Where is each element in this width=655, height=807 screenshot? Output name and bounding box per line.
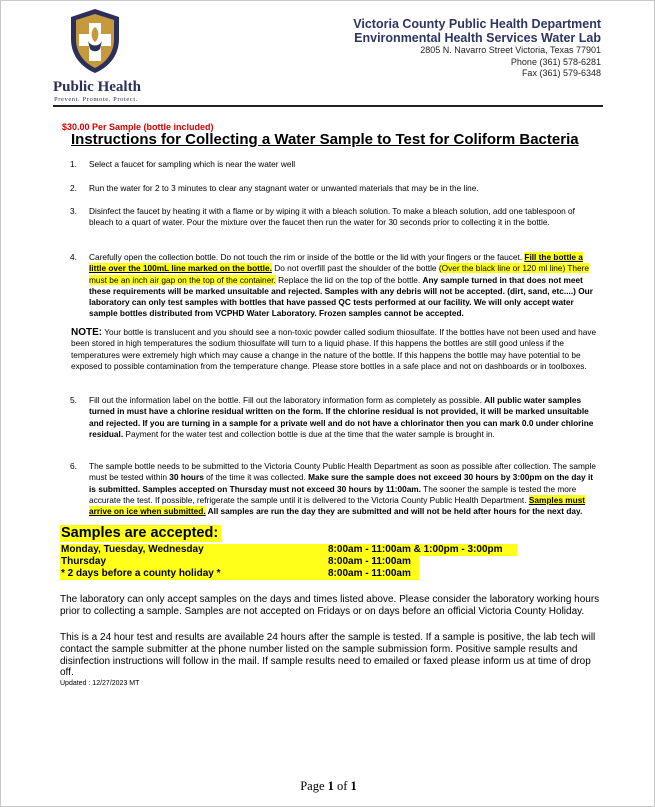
schedule-hours: 8:00am - 11:00am [328,568,411,579]
updated-date: Updated : 12/27/2023 MT [60,680,140,687]
step-number: 1. [70,159,77,169]
step-text: The sample bottle needs to be submitted to the Victoria County Public Health Department as soon as possible after collection. The sample must be tested within [89,461,597,483]
schedule-hours: 8:00am - 11:00am & 1:00pm - 3:00pm [328,544,503,555]
step-5 [70,395,597,440]
schedule-hours: 8:00am - 11:00am [328,556,411,567]
logo-tagline: Prevent. Promote. Protect. [54,96,139,103]
step-text: Do not overfill past the shoulder of the bottle [271,263,439,274]
step-text: Select a faucet for sampling which is near the water well [89,159,296,169]
price-line: $30.00 Per Sample (bottle included) [62,122,214,132]
step-3 [70,206,597,229]
header-divider [53,105,603,107]
highlight-fill-line: Fill the bottle a little over the 100mL line marked on the bottle. [89,252,583,274]
highlight-ice: Samples must arrive on ice when submitted. [89,494,586,517]
step-text: of the time it was collected. [203,472,309,483]
note-text: Your bottle is translucent and you should see a non-toxic powder called sodium thiosulfate. If the bottles have not been used and have been stored in high temperatures the sodium thiosulfate will turn to a liquid phase. If this happens the bottles are still good unless if the temperatures were extremely high which may cause a change in the nature of the bottle. If this happens the bottle may have potential to be exposed to possible contamination from the temperature change. Please store bottles in a safe place and not on dashboards or in toolboxes. [71,327,597,371]
schedule-days: Monday, Tuesday, Wednesday [61,544,204,555]
step-number: 6. [70,461,77,471]
schedule-row [60,544,517,556]
schedule-row [60,568,419,580]
step-4 [70,252,597,320]
public-health-logo [53,7,163,103]
logo-title: Public Health [53,79,141,95]
org-fax: Fax (361) 579-6348 [521,68,601,78]
org-name: Victoria County Public Health Department [353,17,601,31]
org-phone: Phone (361) 578-6281 [510,56,601,67]
org-division: Environmental Health Services Water Lab [354,31,601,45]
step-warning: All public water samples turned in must have a chlorine residual written on the form. If the chlorine residual is not provided, it will be marked unsuitable and rejected. If you are turning in a sample for a private well and do not have a chlorinator then you can mark 0.0 under chlorine residual. [89,395,594,439]
step-text: Run the water for 2 to 3 minutes to clear any stagnant water or unwanted materials that may be in the line. [89,183,479,193]
schedule-row [60,556,419,568]
highlight-air-gap: (Over the black line or 120 ml line) There must be an inch air gap on the top of the container. [89,263,590,285]
step-text: Carefully open the collection bottle. Do not touch the rim or inside of the bottle or the lid with your fingers or the faucet. [89,252,525,262]
shield-cross-icon [67,7,123,75]
note-label: NOTE: [71,327,103,338]
org-address: 2805 N. Navarro Street Victoria, Texas 77901 [420,45,601,55]
step-text: Disinfect the faucet by heating it with a flame or by wiping it with a bleach solution. To make a bleach solution, add one tablespoon of bleach to a quart of water. Pour the mixture over the faucet then run the water for 30 seconds prior to collecting it in the bottle. [89,206,575,228]
document-title: Instructions for Collecting a Water Sample to Test for Coliform Bacteria [71,131,579,148]
step-number: 5. [70,395,77,405]
footer-paragraph-results: This is a 24 hour test and results are available 24 hours after the sample is tested. If a sample is positive, the lab tech will contact the sample submitter at the phone number listed on the sample submission form. Positive sample results and disinfection instructions will follow in the mail. If sample results need to emailed or faxed please inform us at time of drop off. [60,632,596,679]
step-warning: Make sure the sample does not exceed 30 hours by 3:00pm on the day it is submitted. Samples accepted on Thursday must not exceed 30 hours by 11:00am. [89,472,594,494]
schedule-days: Thursday [61,556,107,567]
schedule-days: * 2 days before a county holiday * [61,568,221,579]
step-number: 2. [70,183,77,193]
step-text: Replace the lid on the top of the bottle. [275,274,423,285]
page-number: Page 1 of 1 [300,779,357,793]
step-6 [70,461,597,517]
note-paragraph [71,327,597,372]
step-1 [70,159,597,170]
step-text: The sooner the sample is tested the more accurate the test. If possible, refrigerate the sample until it is delivered to the Victoria County Public Health Department. [89,483,577,505]
step-text: Payment for the water test and collection bottle is due at the time that the water sample is brought in. [123,428,495,439]
footer-paragraph-hours: The laboratory can only accept samples on the days and times listed above. Please consider the laboratory working hours prior to collecting a sample. Samples are not accepted on Fridays or on days before an official Victoria County Holiday. [60,594,600,617]
organization-block [353,17,601,80]
step-text: Fill out the information label on the bottle. Fill out the laboratory information form as completely as possible. [89,395,485,405]
step-number: 4. [70,252,77,262]
step-number: 3. [70,206,77,216]
step-2 [70,183,597,194]
accepted-heading: Samples are accepted: [60,525,221,542]
step-warning: Any sample turned in that does not meet these requirements will be marked unsuitable and rejected. Samples with any debris will not be accepted. (dirt, sand, etc....) Our laboratory can only test samples with bottles that have passed QC tests performed at our facility. We will only accept water sample bottles distributed from VCPHD Water Laboratory. Frozen samples cannot be accepted. [89,274,593,319]
step-emphasis: 30 hours [169,472,204,483]
step-warning: All samples are run the day they are submitted and will not be held after hours for the next day. [205,506,583,517]
